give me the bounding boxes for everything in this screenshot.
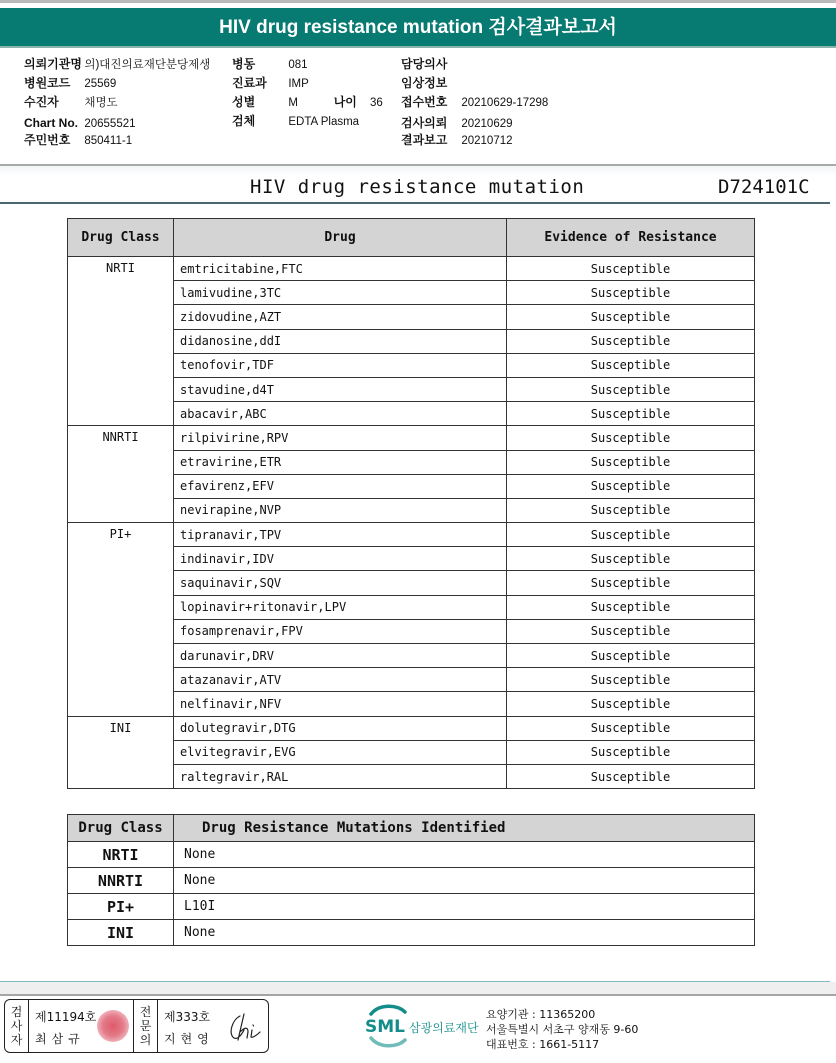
drug-cell: lopinavir+ritonavir,LPV [174, 595, 507, 619]
logo-abbr: SML [365, 1017, 405, 1037]
evidence-cell: Susceptible [507, 450, 755, 474]
evidence-cell: Susceptible [507, 377, 755, 401]
examiner-license: 제11194호 [35, 1010, 97, 1024]
footer-address [486, 1007, 638, 1052]
evidence-cell: Susceptible [507, 305, 755, 329]
table-row [68, 426, 755, 450]
drug-cell: stavudine,d4T [174, 377, 507, 401]
footer-line-address: 서울특별시 서초구 양재동 9-60 [486, 1023, 639, 1036]
evidence-cell: Susceptible [507, 619, 755, 643]
evidence-cell: Susceptible [507, 692, 755, 716]
drug-class-cell: NNRTI [68, 868, 174, 894]
specialist-block [158, 1000, 268, 1052]
header-mutations: Drug Resistance Mutations Identified [174, 815, 755, 842]
drug-cell: nevirapine,NVP [174, 498, 507, 522]
examiner-block [29, 1000, 134, 1052]
evidence-cell: Susceptible [507, 281, 755, 305]
drug-cell: efavirenz,EFV [174, 474, 507, 498]
table-header-row [68, 815, 755, 842]
evidence-cell: Susceptible [507, 426, 755, 450]
evidence-cell: Susceptible [507, 474, 755, 498]
report-banner [0, 8, 836, 48]
footer-shade [0, 982, 836, 994]
header-drug: Drug [174, 219, 507, 257]
evidence-cell: Susceptible [507, 547, 755, 571]
table-row [68, 716, 755, 740]
table-row [68, 894, 755, 920]
table-header-row [68, 219, 755, 257]
evidence-cell: Susceptible [507, 764, 755, 788]
signature-icon [226, 1010, 262, 1044]
drug-cell: zidovudine,AZT [174, 305, 507, 329]
report-subtitle: HIV drug resistance mutation [250, 176, 585, 198]
drug-cell: dolutegravir,DTG [174, 716, 507, 740]
evidence-cell: Susceptible [507, 498, 755, 522]
seal-stamp-icon [97, 1010, 129, 1042]
info-chart-no: Chart No. 20655521 [24, 116, 136, 130]
info-doctor: 담당의사 [401, 57, 448, 71]
drug-class-cell: NRTI [68, 257, 174, 426]
evidence-cell: Susceptible [507, 740, 755, 764]
subtitle-underline [0, 202, 830, 204]
table-row [68, 257, 755, 281]
drug-class-cell: PI+ [68, 523, 174, 717]
info-request-date: 검사의뢰 20210629 [401, 116, 513, 130]
footer-line-institution-code: 요양기관 : 11365200 [486, 1008, 596, 1021]
info-hospital-code: 병원코드 25569 [24, 76, 117, 90]
table-row [68, 868, 755, 894]
mutation-table [67, 814, 755, 946]
drug-cell: lamivudine,3TC [174, 281, 507, 305]
drug-cell: rilpivirine,RPV [174, 426, 507, 450]
specialist-label: 전 문 의 [134, 1000, 158, 1052]
info-resident-no: 주민번호 850411-1 [24, 133, 133, 147]
drug-cell: didanosine,ddI [174, 329, 507, 353]
info-clinical: 임상정보 [401, 76, 448, 90]
info-report-date: 결과보고 20210712 [401, 133, 513, 147]
evidence-cell: Susceptible [507, 353, 755, 377]
info-department: 진료과 IMP [232, 76, 309, 90]
header-drug-class: Drug Class [68, 219, 174, 257]
evidence-cell: Susceptible [507, 644, 755, 668]
header-evidence: Evidence of Resistance [507, 219, 755, 257]
evidence-cell: Susceptible [507, 329, 755, 353]
drug-cell: atazanavir,ATV [174, 668, 507, 692]
divider-shade [0, 166, 836, 176]
info-institution: 의뢰기관명 의)대진의료재단분당제생 [24, 57, 211, 71]
drug-cell: emtricitabine,FTC [174, 257, 507, 281]
top-border [0, 0, 836, 3]
drug-cell: saquinavir,SQV [174, 571, 507, 595]
drug-cell: indinavir,IDV [174, 547, 507, 571]
mutation-cell: L10I [174, 894, 755, 920]
drug-class-cell: INI [68, 716, 174, 789]
drug-cell: tipranavir,TPV [174, 523, 507, 547]
drug-class-cell: PI+ [68, 894, 174, 920]
evidence-cell: Susceptible [507, 716, 755, 740]
org-name: 삼광의료재단 [409, 1021, 479, 1035]
report-code: D724101C [718, 176, 810, 198]
mutation-cell: None [174, 868, 755, 894]
specialist-license: 제333호 [164, 1010, 211, 1024]
drug-class-cell: INI [68, 920, 174, 946]
info-specimen: 검체 EDTA Plasma [232, 114, 360, 128]
drug-cell: tenofovir,TDF [174, 353, 507, 377]
report-title: HIV drug resistance mutation 검사결과보고서 [219, 17, 617, 38]
drug-cell: raltegravir,RAL [174, 764, 507, 788]
signature-box [4, 999, 269, 1053]
drug-cell: nelfinavir,NFV [174, 692, 507, 716]
info-patient-name: 수진자 채명도 [24, 95, 118, 109]
footer-divider-gray [0, 994, 836, 996]
drug-cell: fosamprenavir,FPV [174, 619, 507, 643]
examiner-name: 최삼규 [35, 1032, 85, 1046]
resistance-table [67, 218, 755, 789]
specialist-name: 지현영 [164, 1032, 214, 1046]
footer-line-phone: 대표번호 : 1661-5117 [486, 1038, 600, 1051]
mutation-cell: None [174, 842, 755, 868]
evidence-cell: Susceptible [507, 402, 755, 426]
drug-class-cell: NRTI [68, 842, 174, 868]
evidence-cell: Susceptible [507, 257, 755, 281]
info-ward: 병동 081 [232, 57, 308, 71]
examiner-label: 검 사 자 [5, 1000, 29, 1052]
mutation-cell: None [174, 920, 755, 946]
drug-cell: etravirine,ETR [174, 450, 507, 474]
info-sex: 성별 M 나이 36 [232, 95, 383, 109]
drug-cell: abacavir,ABC [174, 402, 507, 426]
drug-cell: darunavir,DRV [174, 644, 507, 668]
evidence-cell: Susceptible [507, 571, 755, 595]
info-receipt-no: 접수번호 20210629-17298 [401, 95, 549, 109]
sml-logo-icon [365, 1004, 409, 1048]
table-row [68, 523, 755, 547]
table-row [68, 920, 755, 946]
table-row [68, 842, 755, 868]
evidence-cell: Susceptible [507, 595, 755, 619]
header-drug-class: Drug Class [68, 815, 174, 842]
evidence-cell: Susceptible [507, 523, 755, 547]
evidence-cell: Susceptible [507, 668, 755, 692]
drug-cell: elvitegravir,EVG [174, 740, 507, 764]
drug-class-cell: NNRTI [68, 426, 174, 523]
